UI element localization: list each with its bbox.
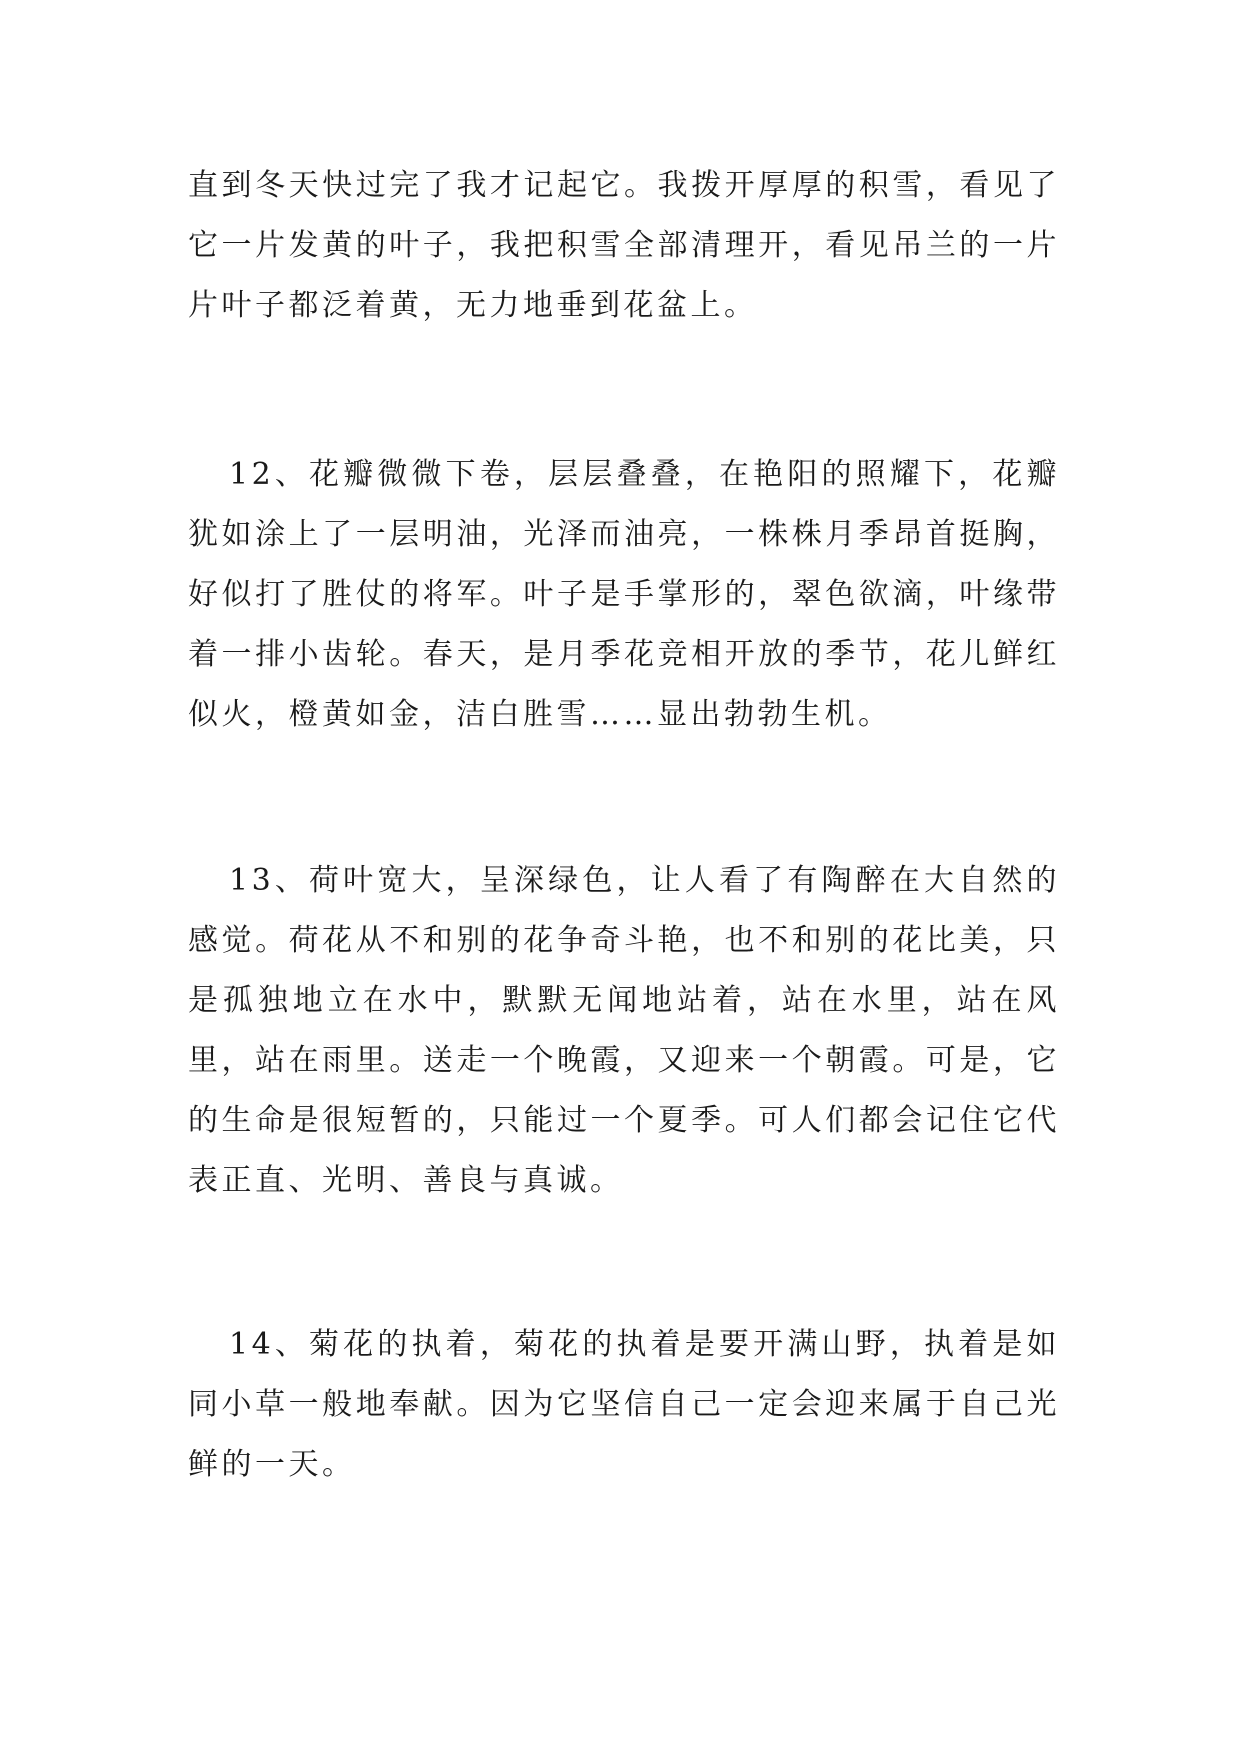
paragraph-13-lotus: 13、荷叶宽大，呈深绿色，让人看了有陶醉在大自然的感觉。荷花从不和别的花争奇斗艳，也不和别的花比美，只是孤独地立在水中，默默无闻地站着，站在水里，站在风里，站在雨里。送走一个晚霞，又迎来一个朝霞。可是，它的生命是很短暂的，只能过一个夏季。可人们都会记住它代表正直、光明、善良与真诚。 [188,863,1060,1198]
paragraph-14-chrysanthemum: 14、菊花的执着，菊花的执着是要开满山野，执着是如同小草一般地奉献。因为它坚信自己一定会迎来属于自己光鲜的一天。 [188,1327,1060,1482]
paragraph-12-roses: 12、花瓣微微下卷，层层叠叠，在艳阳的照耀下，花瓣犹如涂上了一层明油，光泽而油亮，一株株月季昂首挺胸，好似打了胜仗的将军。叶子是手掌形的，翠色欲滴，叶缘带着一排小齿轮。春天，是月季花竞相开放的季节，花儿鲜红似火，橙黄如金，洁白胜雪……显出勃勃生机。 [188,457,1060,732]
paragraph-continued: 直到冬天快过完了我才记起它。我拨开厚厚的积雪，看见了它一片发黄的叶子，我把积雪全部清理开，看见吊兰的一片片叶子都泛着黄，无力地垂到花盆上。 [188,168,1060,323]
